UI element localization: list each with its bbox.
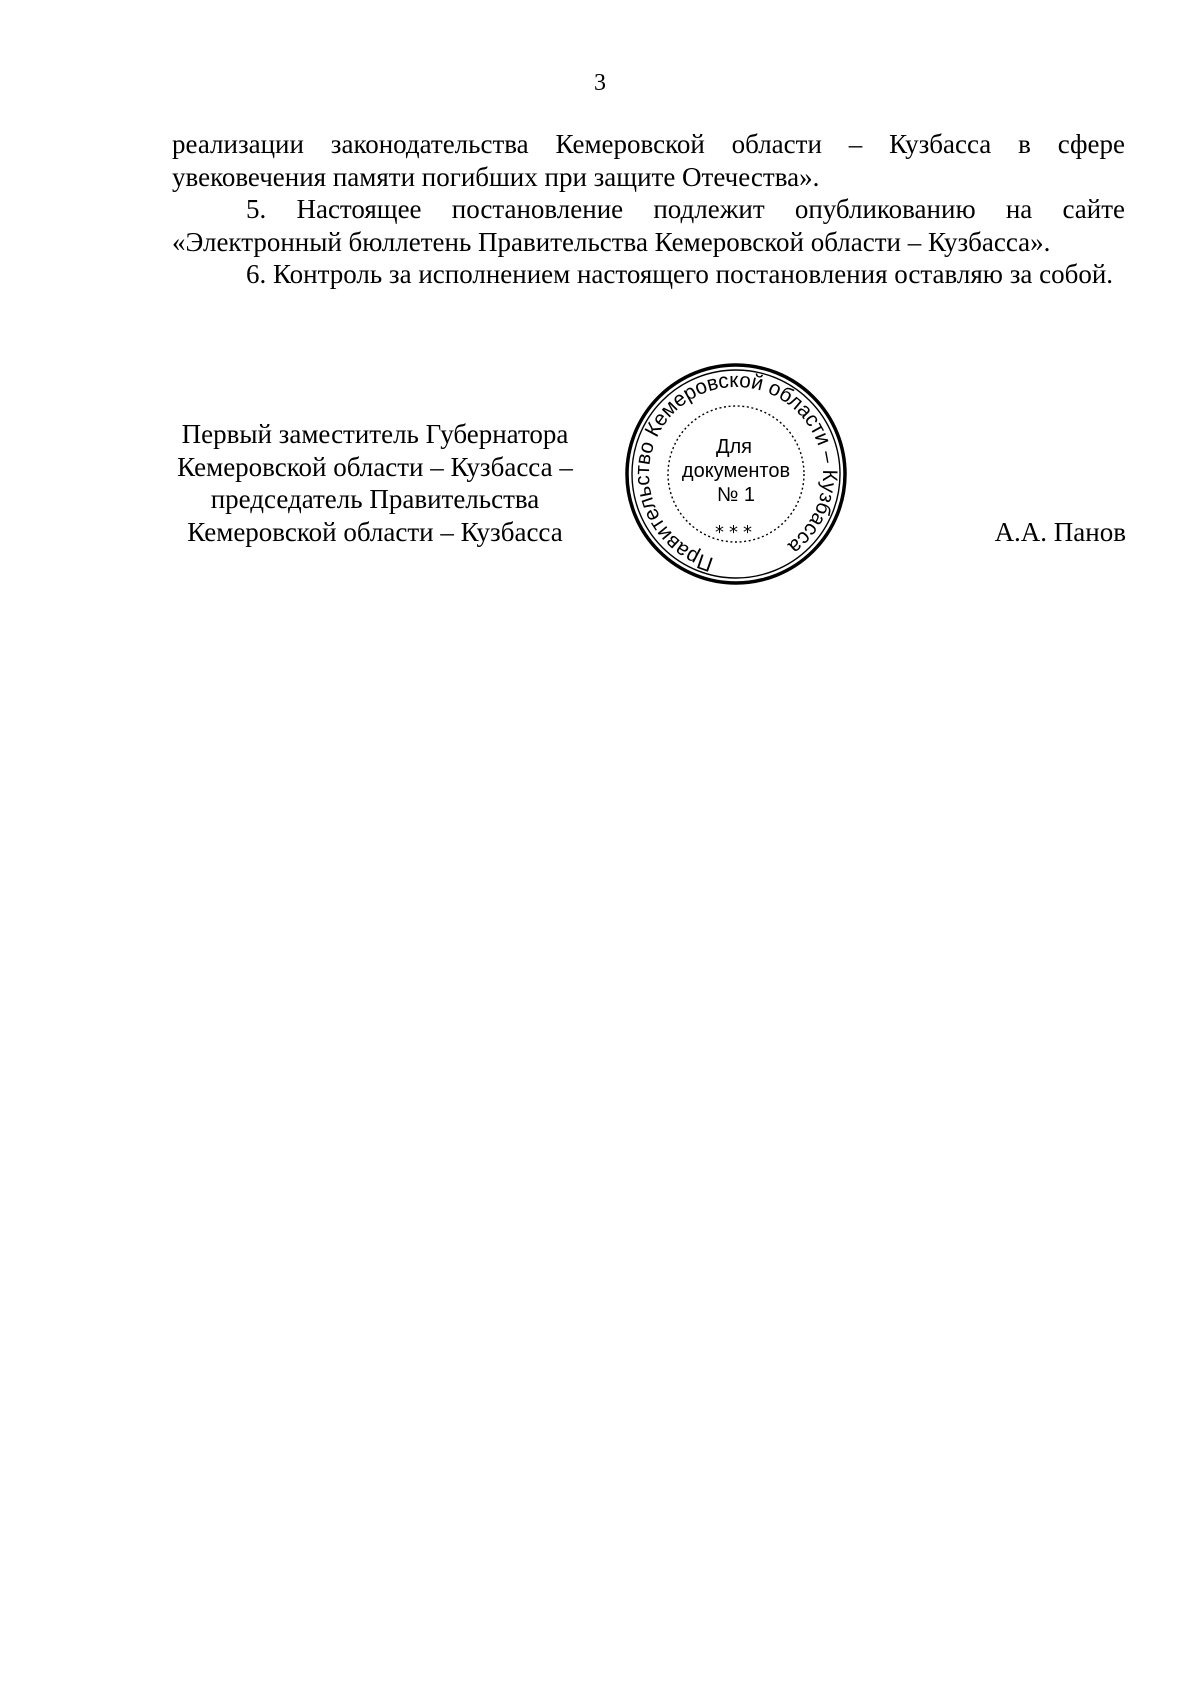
signatory-position-line: Кемеровской области – Кузбасса –	[177, 451, 573, 482]
signatory-position	[150, 418, 600, 548]
page-number: 3	[594, 70, 606, 96]
seal-center-line: № 1	[716, 484, 756, 506]
signatory-position-line: председатель Правительства	[210, 484, 540, 514]
official-seal	[624, 362, 848, 586]
signatory-position-line: Кемеровской области – Кузбасса	[187, 516, 563, 547]
paragraph-item-5: 5. Настоящее постановление подлежит опубликованию на сайте «Электронный бюллетень Правительства Кемеровской области – Кузбасса».	[172, 194, 1125, 257]
seal-stars: ***	[715, 522, 757, 543]
seal-center-line: документов	[681, 460, 791, 482]
seal-graphic	[624, 362, 848, 586]
seal-ring-text-path: Правительство Кемеровской области – Кузбасса	[630, 368, 842, 576]
signer-name: А.А. Панов	[994, 517, 1126, 547]
paragraph-continuation: реализации законодательства Кемеровской области – Кузбасса в сфере увековечения памяти погибших при защите Отечества».	[172, 129, 1125, 192]
seal-center-line: Для	[715, 436, 753, 458]
paragraph-item-6: 6. Контроль за исполнением настоящего постановления оставляю за собой.	[246, 259, 1114, 289]
document-body	[172, 128, 1125, 291]
signatory-position-line: Первый заместитель Губернатора	[181, 419, 569, 449]
